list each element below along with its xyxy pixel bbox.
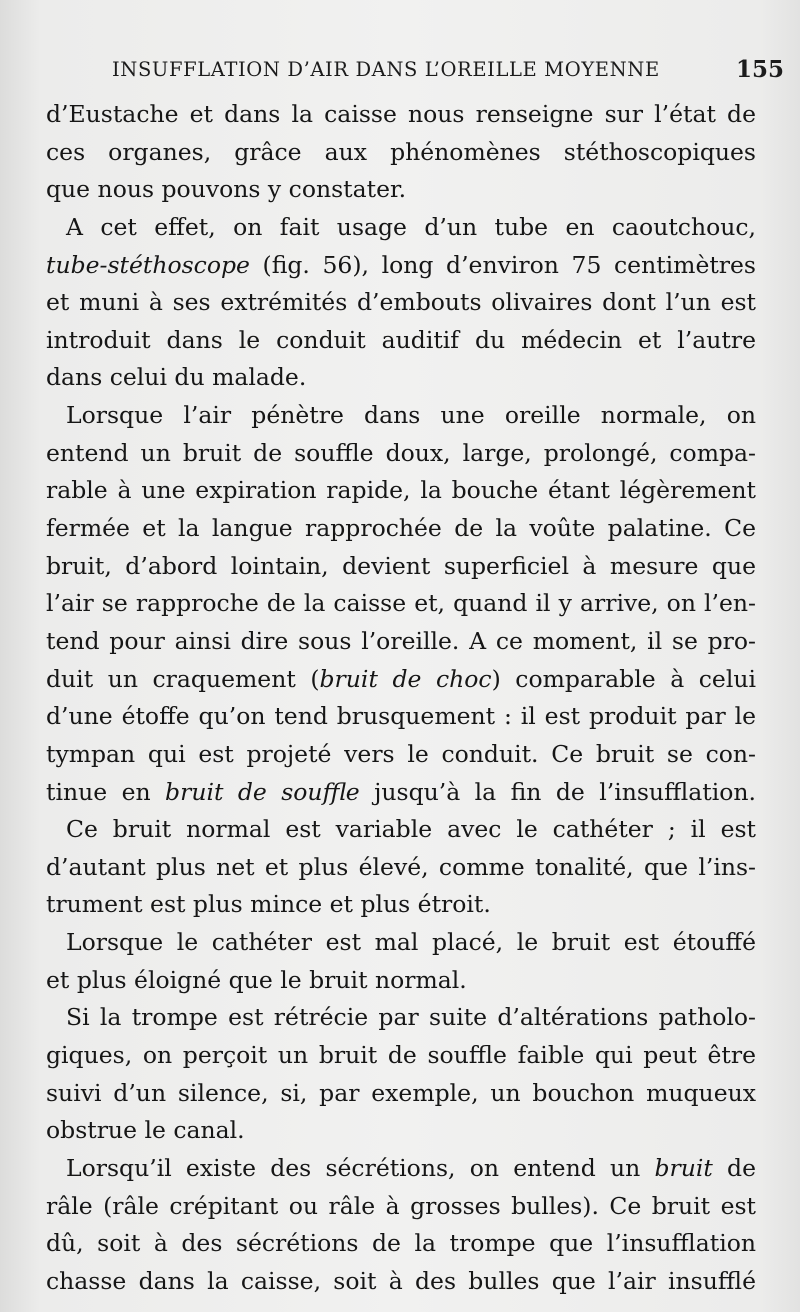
text-segment: l’air se rapproche de la caisse et, quand il y arrive, on l’en- bbox=[46, 589, 756, 618]
page-header bbox=[112, 54, 784, 90]
text-segment: Lorsque l’air pénètre dans une oreille normale, on bbox=[66, 401, 756, 430]
body-text bbox=[46, 96, 756, 1301]
text-line bbox=[46, 134, 756, 172]
text-segment: ces organes, grâce aux phénomènes stéthoscopiques bbox=[46, 137, 756, 166]
text-line bbox=[46, 397, 756, 435]
text-segment: d’Eustache et dans la caisse nous renseigne sur l’état de bbox=[46, 100, 756, 128]
text-segment: Si la trompe est rétrécie par suite d’altérations patholo- bbox=[66, 1003, 756, 1032]
text-segment: obstrue le canal. bbox=[46, 1116, 245, 1145]
text-line bbox=[46, 284, 756, 322]
text-segment: suivi d’un silence, si, par exemple, un bouchon muqueux bbox=[46, 1078, 756, 1107]
text-segment: A cet effet, on fait usage d’un tube en caoutchouc, bbox=[66, 212, 756, 241]
text-segment: (fig. 56), long d’environ 75 centimètres bbox=[249, 250, 756, 279]
text-line bbox=[46, 698, 756, 736]
text-segment: introduit dans le conduit auditif du médecin et l’autre bbox=[46, 325, 756, 354]
text-line bbox=[46, 811, 756, 849]
text-line bbox=[46, 774, 756, 812]
text-segment: jusqu’à la fin de l’insufflation. bbox=[359, 777, 756, 806]
text-line bbox=[46, 1150, 756, 1188]
text-line bbox=[46, 1112, 756, 1150]
text-segment: Ce bruit normal est variable avec le cathéter ; il est bbox=[66, 815, 756, 844]
text-segment: fermée et la langue rapprochée de la voûte palatine. Ce bbox=[46, 514, 756, 543]
text-line bbox=[46, 548, 756, 586]
text-line bbox=[46, 1188, 756, 1226]
page-number: 155 bbox=[735, 56, 784, 83]
text-segment: tympan qui est projeté vers le conduit. Ce bruit se con- bbox=[46, 739, 756, 768]
text-segment: bruit, d’abord lointain, devient superficiel à mesure que bbox=[46, 551, 756, 580]
running-title: INSUFFLATION D’AIR DANS L’OREILLE MOYENNE bbox=[112, 58, 660, 81]
text-segment: tinue en bbox=[46, 777, 166, 806]
text-segment: d’autant plus net et plus élevé, comme tonalité, que l’ins- bbox=[46, 852, 756, 881]
text-line bbox=[46, 322, 756, 360]
text-segment: dans celui du malade. bbox=[46, 363, 307, 392]
text-line bbox=[46, 435, 756, 473]
text-line bbox=[46, 209, 756, 247]
italic-term: tube-stéthoscope bbox=[46, 250, 250, 279]
text-line bbox=[46, 96, 756, 134]
text-line bbox=[46, 1225, 756, 1263]
text-segment: dû, soit à des sécrétions de la trompe que l’insufflation bbox=[46, 1229, 756, 1258]
text-line bbox=[46, 886, 756, 924]
text-line bbox=[46, 510, 756, 548]
text-line bbox=[46, 924, 756, 962]
text-segment: entend un bruit de souffle doux, large, prolongé, compa- bbox=[46, 438, 756, 467]
text-line bbox=[46, 585, 756, 623]
text-segment: de bbox=[712, 1153, 756, 1182]
text-line bbox=[46, 736, 756, 774]
text-segment: Lorsque le cathéter est mal placé, le bruit est étouffé bbox=[66, 928, 756, 957]
text-line bbox=[46, 247, 756, 285]
text-segment: tend pour ainsi dire sous l’oreille. A ce moment, il se pro- bbox=[46, 626, 756, 655]
text-line bbox=[46, 171, 756, 209]
text-segment: rable à une expiration rapide, la bouche étant légèrement bbox=[46, 476, 756, 505]
text-line bbox=[46, 472, 756, 510]
text-segment: et plus éloigné que le bruit normal. bbox=[46, 965, 467, 994]
text-line bbox=[46, 1263, 756, 1301]
italic-term: bruit de choc bbox=[319, 664, 492, 693]
text-segment: et muni à ses extrémités d’embouts olivaires dont l’un est bbox=[46, 288, 756, 317]
text-segment: trument est plus mince et plus étroit. bbox=[46, 890, 491, 919]
text-line bbox=[46, 962, 756, 1000]
text-segment: Lorsqu’il existe des sécrétions, on entend un bbox=[66, 1153, 655, 1182]
text-line bbox=[46, 1075, 756, 1113]
text-segment: duit un craquement ( bbox=[46, 664, 320, 693]
text-segment: chasse dans la caisse, soit à des bulles que l’air insufflé bbox=[46, 1266, 756, 1295]
italic-term: bruit de souffle bbox=[165, 777, 360, 806]
text-segment: râle (râle crépitant ou râle à grosses bulles). Ce bruit est bbox=[46, 1191, 756, 1220]
text-line bbox=[46, 1037, 756, 1075]
text-line bbox=[46, 661, 756, 699]
italic-term: bruit bbox=[654, 1153, 713, 1182]
text-segment: d’une étoffe qu’on tend brusquement : il est produit par le bbox=[46, 702, 756, 731]
text-line bbox=[46, 999, 756, 1037]
text-segment: ) comparable à celui bbox=[491, 664, 756, 693]
text-segment: que nous pouvons y constater. bbox=[46, 175, 407, 204]
text-line bbox=[46, 623, 756, 661]
text-line bbox=[46, 849, 756, 887]
text-line bbox=[46, 359, 756, 397]
text-segment: giques, on perçoit un bruit de souffle faible qui peut être bbox=[46, 1041, 756, 1070]
